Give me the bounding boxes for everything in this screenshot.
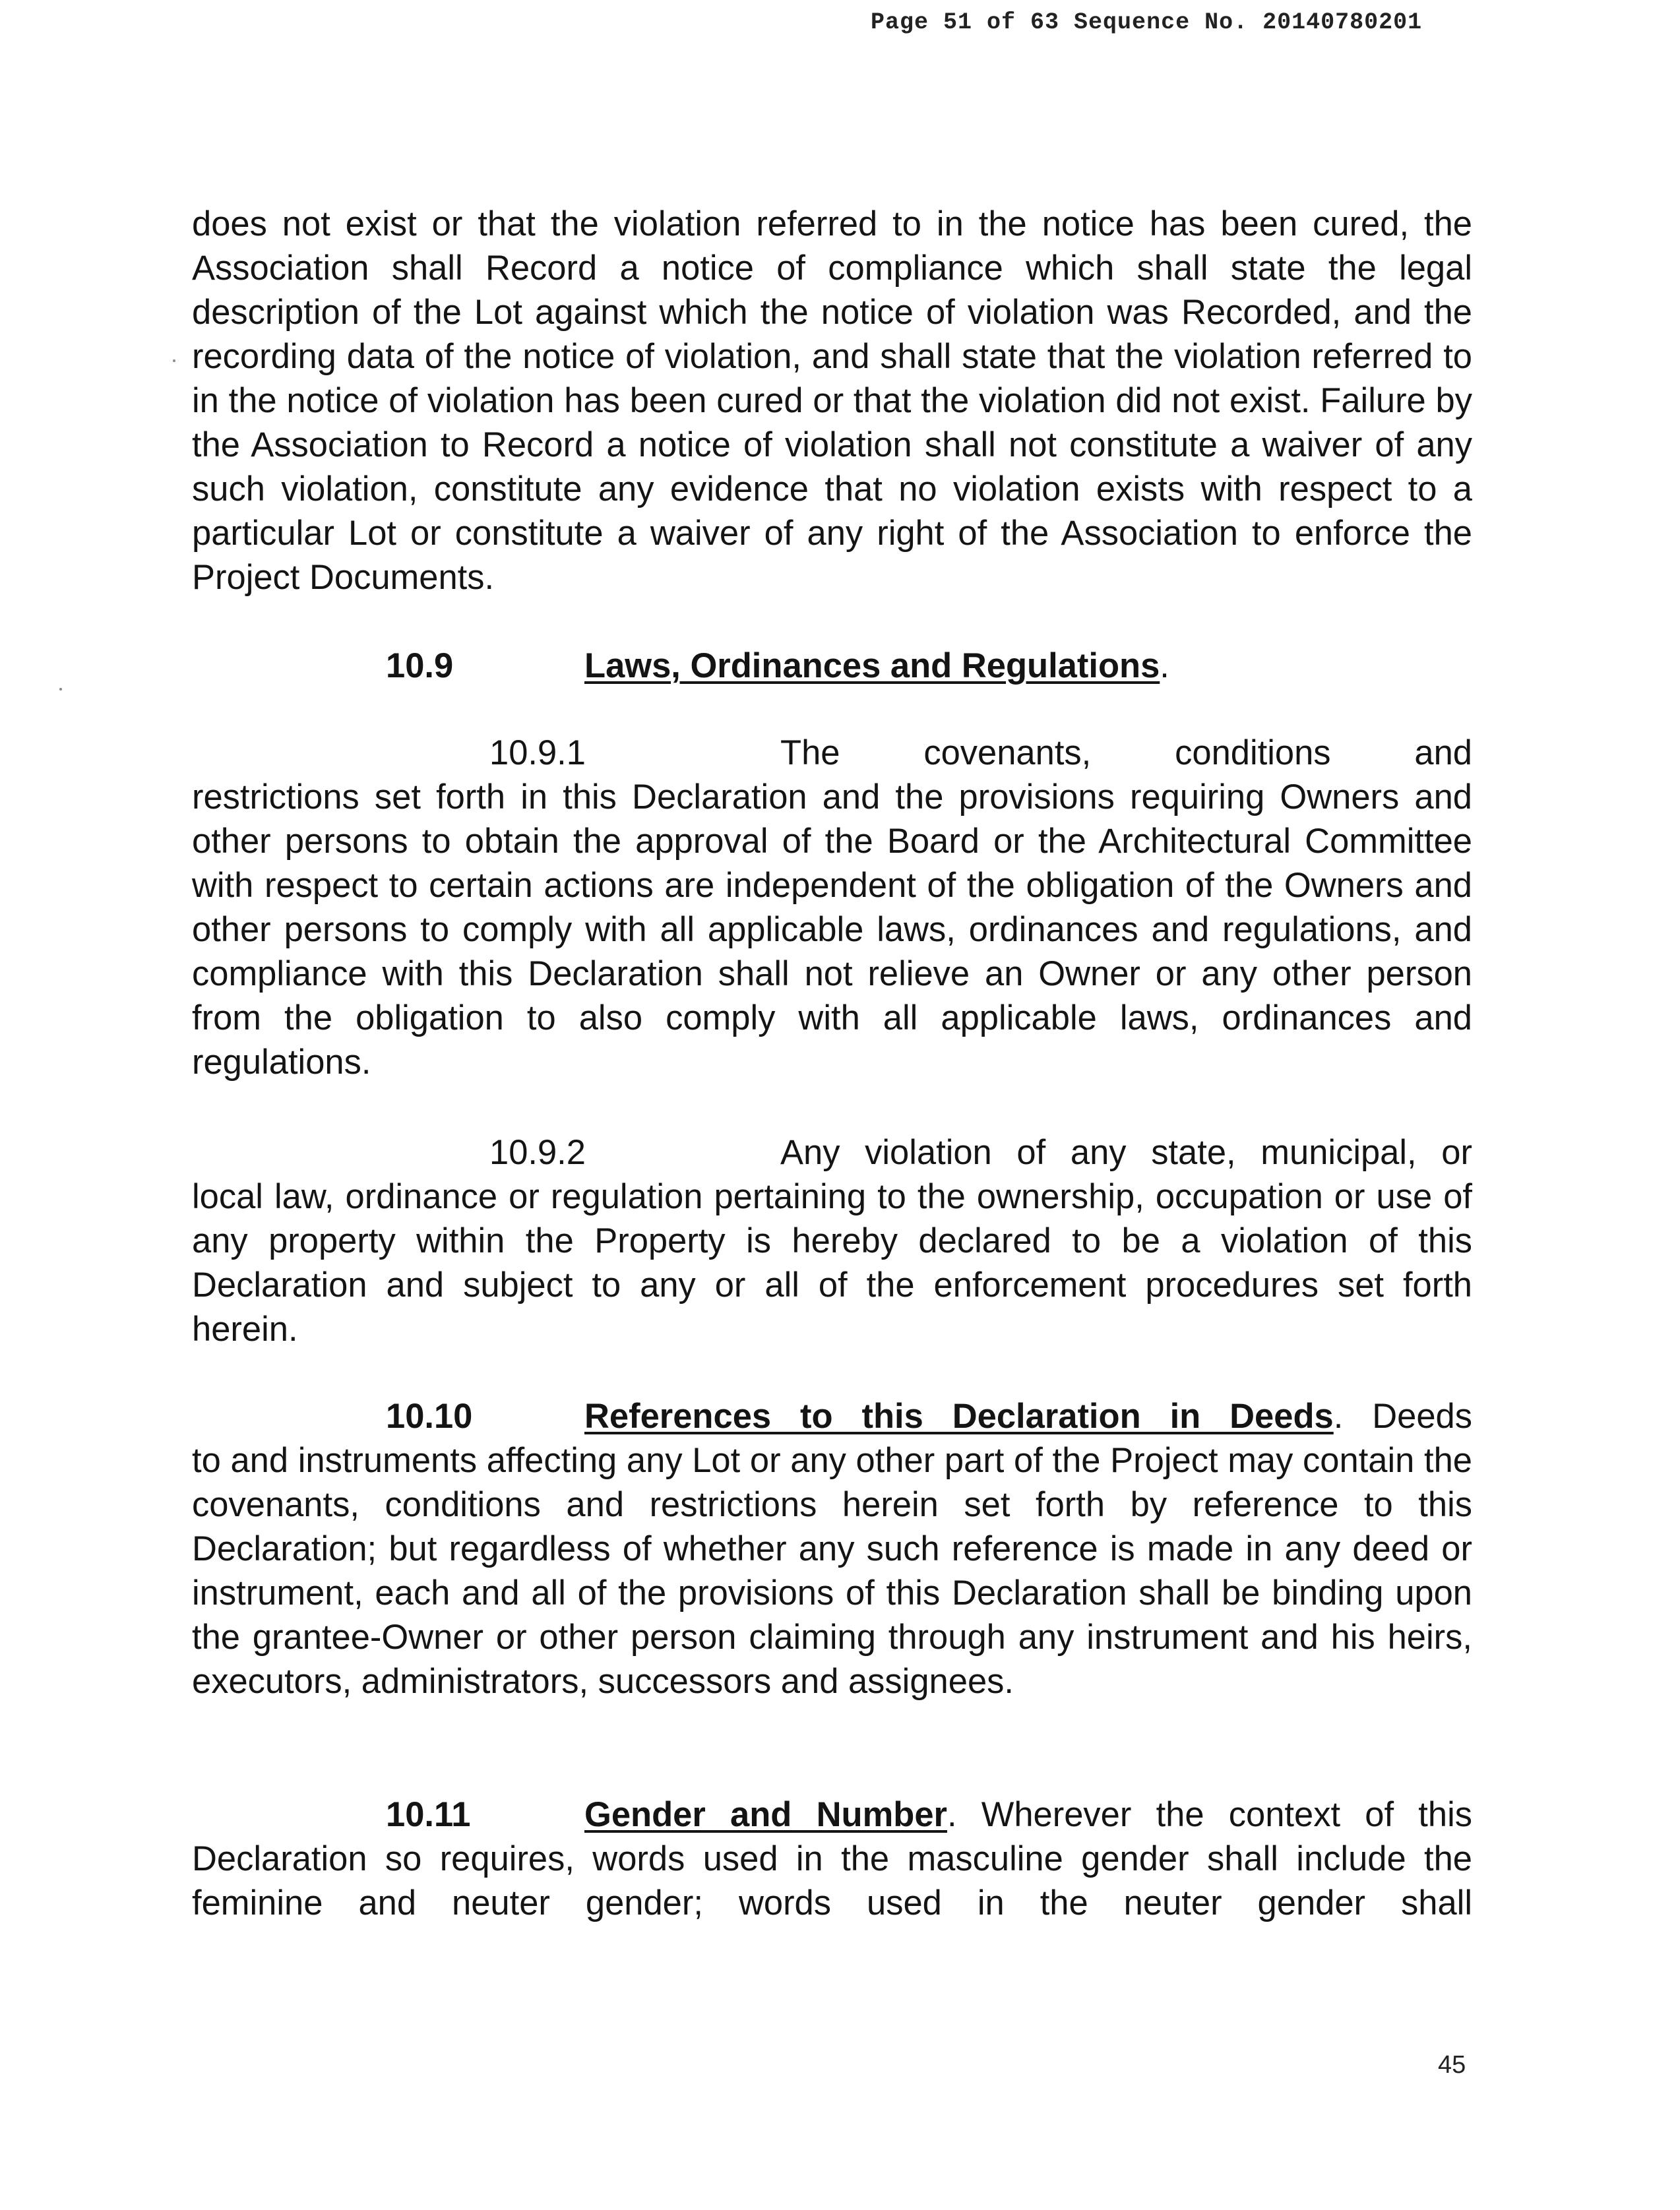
subsection-10-9-2-body: local law, ordinance or regulation pertaining to the ownership, occupation or use of any property within the Property is hereby declared to be a violation of this Declaration and subject to any or all of the enforcement procedures set forth herein. [192,1177,1472,1349]
subsection-lead-text: Any violation of any state, municipal, or [780,1133,1472,1172]
subsection-lead-text: The covenants, conditions and [780,733,1472,772]
sequence-header: Page 51 of 63 Sequence No. 20140780201 [871,9,1423,36]
section-title: Laws, Ordinances and Regulations [584,646,1160,685]
section-title: References to this Declaration in Deeds [584,1397,1334,1436]
section-10-10-body: to and instruments affecting any Lot or any other part of the Project may contain the covenants, conditions and restrictions herein set forth by reference to this Declaration; but regardless of whether any such reference is made in any deed or instrument, each and all of the provisions of this Declaration shall be binding upon the grantee-Owner or other person claiming through any instrument and his heirs, executors, administrators, successors and assignees. [192,1441,1472,1701]
scan-speck [59,688,62,691]
section-number: 10.11 [386,1795,471,1834]
section-lead-text: . Wherever the context of this [947,1795,1473,1834]
section-title-wrap [584,1394,1472,1438]
paragraph-continuation: does not exist or that the violation referred to in the notice has been cured, the Association shall Record a notice of compliance which shall state the legal description of the Lot against which the notice of violation was Recorded, and the recording data of the notice of violation, and shall state that the violation referred to in the notice of violation has been cured or that the violation did not exist. Failure by the Association to Record a notice of violation shall not constitute a waiver of any such violation, constitute any evidence that no violation exists with respect to a particular Lot or constitute a waiver of any right of the Association to enforce the Project Documents. [192,204,1472,597]
subsection-number: 10.9.1 [489,733,586,772]
section-lead-text: . Deeds [1333,1397,1472,1436]
section-number: 10.10 [386,1397,473,1436]
section-title: Gender and Number [584,1795,947,1834]
section-number: 10.9 [386,646,454,685]
section-title-wrap [584,1793,1472,1837]
page-number: 45 [1438,2051,1466,2079]
subsection-10-9-1-body: restrictions set forth in this Declaration and the provisions requiring Owners and other persons to obtain the approval of the Board or the Architectural Committee with respect to certain actions are independent of the obligation of the Owners and other persons to comply with all applicable laws, ordinances and regulations, and compliance with this Declaration shall not relieve an Owner or any other person from the obligation to also comply with all applicable laws, ordinances and regulations. [192,778,1472,1082]
scan-speck [173,359,175,362]
subsection-number: 10.9.2 [489,1133,586,1172]
section-title-suffix: . [1160,646,1169,685]
section-title-wrap [584,644,1169,688]
section-10-11-body: Declaration so requires, words used in the masculine gender shall include the feminine and neuter gender; words used in the neuter gender shall [192,1839,1472,1922]
